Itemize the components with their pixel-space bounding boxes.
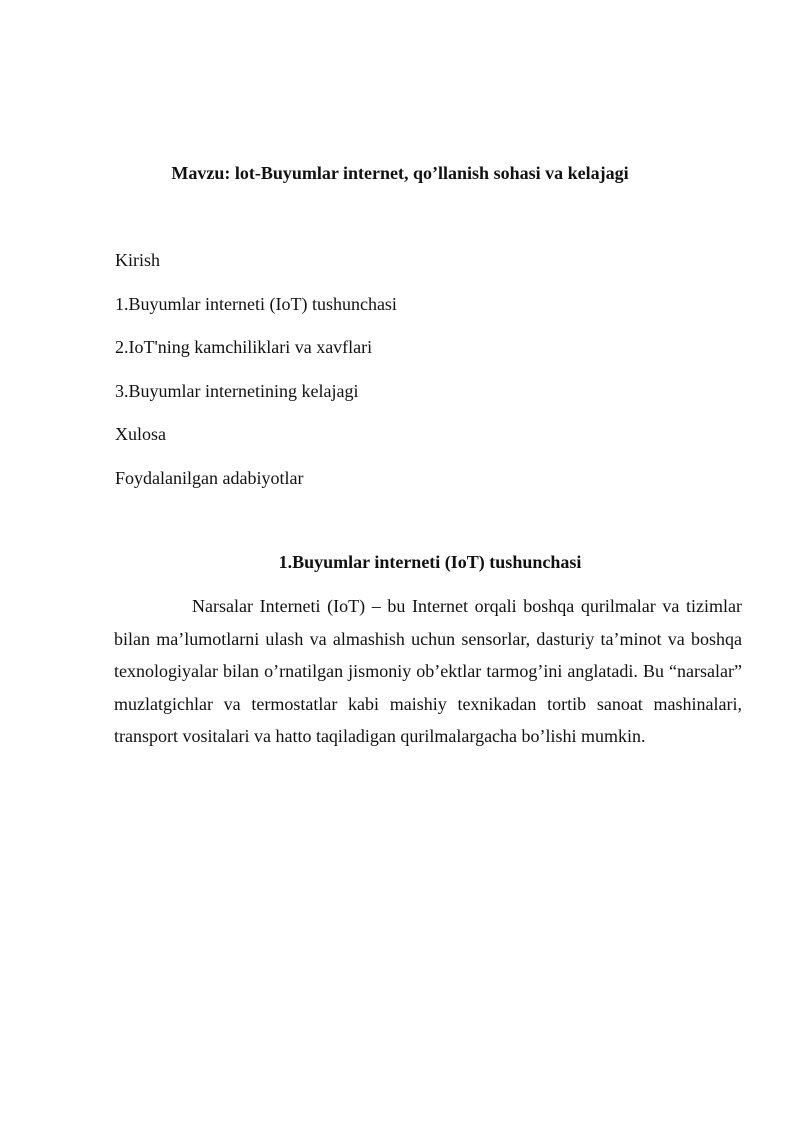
body-paragraph: Narsalar Interneti (IoT) – bu Internet orqali boshqa qurilmalar va tizimlar bilan ma’lumotlarni ulash va almashish uchun sensorlar, dasturiy ta’minot va boshqa texnologiyalar bilan o’rnatilgan jismoniy ob’ektlar tarmog’ini anglatadi. Bu “narsalar” muzlatgichlar va termostatlar kabi maishiy texnikadan tortib sanoat mashinalari, transport vositalari va hatto taqiladigan qurilmalargacha bo’lishi mumkin. xyxy=(114,596,742,746)
toc-item: Xulosa xyxy=(115,424,166,444)
table-of-contents xyxy=(115,247,397,508)
toc-item: 1.Buyumlar interneti (IoT) tushunchasi xyxy=(115,293,397,314)
section-heading: 1.Buyumlar interneti (IoT) tushunchasi xyxy=(278,552,582,572)
toc-item: Kirish xyxy=(115,250,160,270)
page-title: Mavzu: lot-Buyumlar internet, qo’llanish sohasi va kelajagi xyxy=(171,163,629,183)
toc-item: Foydalanilgan adabiyotlar xyxy=(115,467,304,488)
toc-item: 3.Buyumlar internetining kelajagi xyxy=(115,380,359,401)
toc-item: 2.IoT'ning kamchiliklari va xavflari xyxy=(115,337,373,357)
